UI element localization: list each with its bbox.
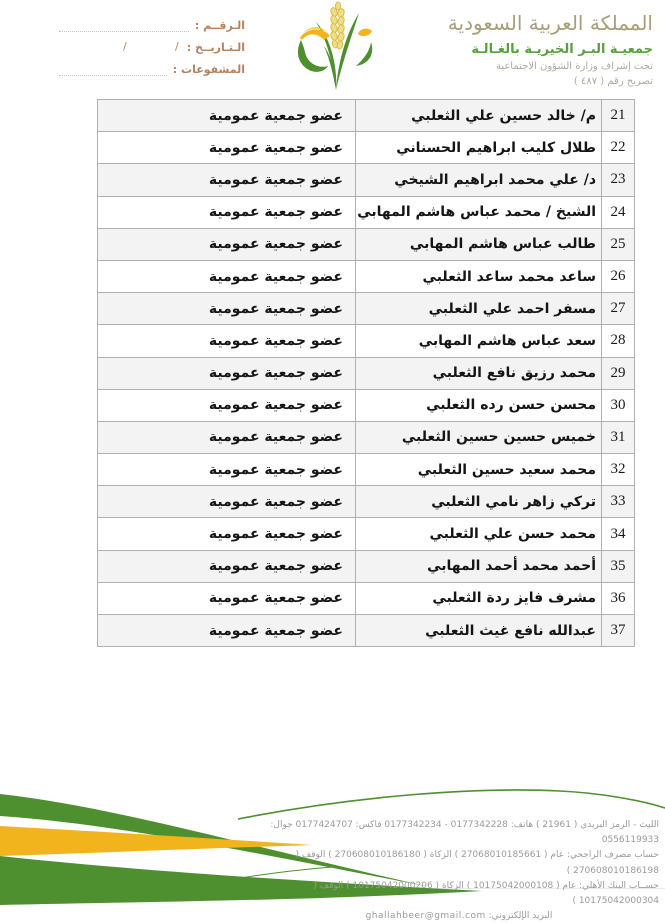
member-number: 21 [602, 100, 635, 132]
field-attachments [55, 60, 245, 76]
member-role: عضو جمعية عمومية [98, 228, 356, 260]
country-calligraphy: المملكة العربية السعودية [447, 11, 653, 35]
member-role: عضو جمعية عمومية [98, 196, 356, 228]
member-name: محسن حسن رده الثعلبي [356, 389, 602, 421]
table-row [98, 132, 635, 164]
member-number: 28 [602, 325, 635, 357]
member-name: أحمد محمد أحمد المهابي [356, 550, 602, 582]
member-number: 26 [602, 260, 635, 292]
member-name: طالب عباس هاشم المهابي [356, 228, 602, 260]
member-name: محمد حسن علي الثعلبي [356, 518, 602, 550]
member-name: محمد رزيق نافع الثعلبي [356, 357, 602, 389]
table-row [98, 100, 635, 132]
table-row [98, 325, 635, 357]
member-number: 22 [602, 132, 635, 164]
table-row [98, 550, 635, 582]
table-row [98, 357, 635, 389]
header-form-fields [55, 16, 245, 82]
table-row [98, 293, 635, 325]
member-name: محمد سعيد حسين الثعلبي [356, 454, 602, 486]
member-name: عبدالله نافع غيث الثعلبي [356, 615, 602, 647]
date-slash: / [123, 40, 127, 53]
member-role: عضو جمعية عمومية [98, 260, 356, 292]
member-number: 30 [602, 389, 635, 421]
table-row [98, 518, 635, 550]
member-role: عضو جمعية عمومية [98, 357, 356, 389]
field-number-label: الـرقــم : [194, 19, 245, 32]
member-role: عضو جمعية عمومية [98, 421, 356, 453]
header-org-block [448, 10, 653, 88]
footer-rajhi-accounts: حساب مصرف الراجحي: عام ( 27068010185661 ) الزكاة ( 270608010186180 ) الوقف ( 270608010186198 ) [295, 850, 659, 876]
footer-ahli-accounts: حســاب البنك الأهلي: عام ( 10175042000108 ) الزكاة ( 10175042000206 ) الوقف ( 10175042000304 ) [313, 880, 659, 907]
field-number-dotted-line [59, 20, 189, 32]
table-row [98, 196, 635, 228]
org-name: جمعيـة البـر الخيريـة بالغـالـة [471, 42, 653, 57]
member-number: 27 [602, 293, 635, 325]
member-role: عضو جمعية عمومية [98, 389, 356, 421]
table-row [98, 615, 635, 647]
member-number: 36 [602, 582, 635, 614]
table-row [98, 389, 635, 421]
field-attachments-label: المشفوعات : [172, 63, 245, 76]
member-number: 34 [602, 518, 635, 550]
supervision-line: تحت إشراف وزارة الشؤون الاجتماعية [495, 61, 653, 72]
member-role: عضو جمعية عمومية [98, 325, 356, 357]
member-role: عضو جمعية عمومية [98, 518, 356, 550]
member-role: عضو جمعية عمومية [98, 132, 356, 164]
member-role: عضو جمعية عمومية [98, 582, 356, 614]
member-number: 32 [602, 454, 635, 486]
member-number: 29 [602, 357, 635, 389]
member-number: 33 [602, 486, 635, 518]
member-name: مشرف فايز ردة الثعلبي [356, 582, 602, 614]
member-number: 24 [602, 196, 635, 228]
member-name: طلال كليب ابراهيم الحسناني [356, 132, 602, 164]
member-name: ساعد محمد ساعد الثعلبي [356, 260, 602, 292]
field-date [55, 38, 245, 54]
member-role: عضو جمعية عمومية [98, 454, 356, 486]
member-name: د/ علي محمد ابراهيم الشيخي [356, 164, 602, 196]
member-number: 23 [602, 164, 635, 196]
field-attachments-dotted-line [59, 64, 167, 76]
footer-address-phone: الليث - الرمز البريدي ( 21961 ) هاتف: 0177342228 ‏- 0177342234 فاكس: 0177424707 جوال: 0556119933 [270, 820, 659, 846]
member-name: خميس حسين حسين الثعلبي [356, 421, 602, 453]
member-name: سعد عباس هاشم المهابي [356, 325, 602, 357]
table-row [98, 582, 635, 614]
member-name: مسفر احمد علي الثعلبي [356, 293, 602, 325]
member-name: الشيخ / محمد عباس هاشم المهابي [356, 196, 602, 228]
member-name: تركي زاهر نامي الثعلبي [356, 486, 602, 518]
table-row [98, 228, 635, 260]
member-role: عضو جمعية عمومية [98, 550, 356, 582]
member-number: 25 [602, 228, 635, 260]
members-table [97, 99, 635, 647]
table-row [98, 421, 635, 453]
field-number [55, 16, 245, 32]
permit-number: تصريح رقم ( ٤٨٧ ) [573, 76, 653, 87]
member-role: عضو جمعية عمومية [98, 100, 356, 132]
table-row [98, 454, 635, 486]
ghala-charity-wheat-logo-icon [286, 0, 386, 92]
table-row [98, 486, 635, 518]
footer-email: البريد الإلكتروني: ghallahbeer@gmail.com [365, 911, 553, 922]
member-role: عضو جمعية عمومية [98, 293, 356, 325]
footer-contact-block [259, 818, 659, 924]
members-table-body [98, 100, 635, 647]
member-role: عضو جمعية عمومية [98, 164, 356, 196]
member-number: 37 [602, 615, 635, 647]
date-slash: / [175, 40, 179, 53]
member-number: 31 [602, 421, 635, 453]
member-number: 35 [602, 550, 635, 582]
table-row [98, 260, 635, 292]
member-role: عضو جمعية عمومية [98, 486, 356, 518]
field-date-label: الـتـاريــخ : [186, 41, 245, 54]
member-name: م/ خالد حسين علي الثعلبي [356, 100, 602, 132]
table-row [98, 164, 635, 196]
member-role: عضو جمعية عمومية [98, 615, 356, 647]
